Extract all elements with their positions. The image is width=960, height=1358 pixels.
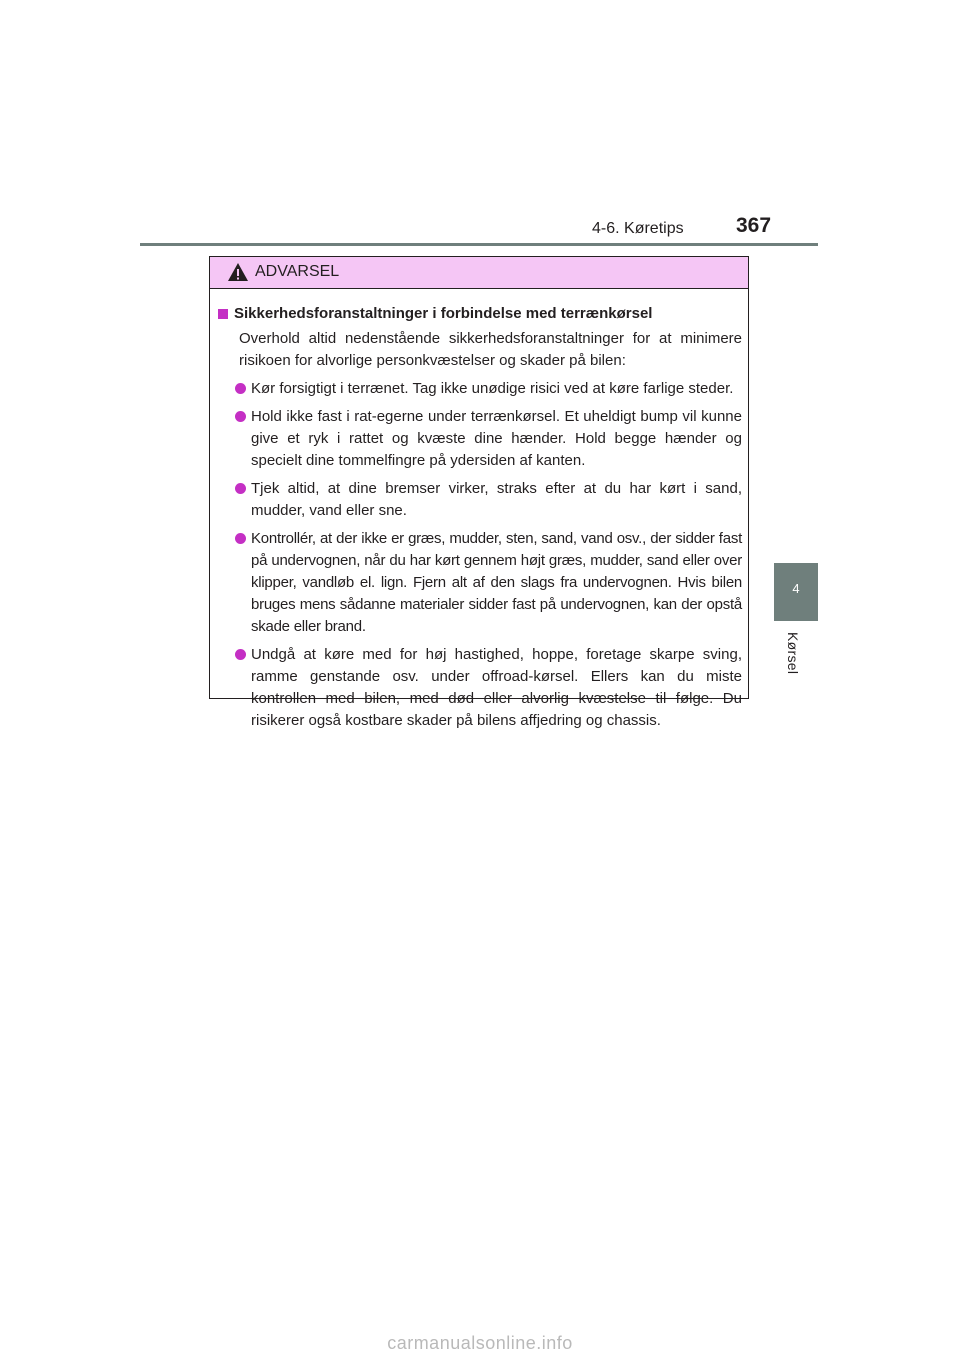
section-title: 4-6. Køretips — [592, 220, 684, 237]
bullet-dot-icon — [235, 483, 246, 494]
chapter-number: 4 — [792, 581, 800, 596]
chapter-tab — [774, 563, 818, 621]
square-bullet-icon — [218, 309, 228, 319]
list-item — [218, 478, 742, 522]
warning-body — [210, 289, 748, 732]
page-header — [0, 0, 960, 260]
page-number: 367 — [736, 214, 772, 237]
bullet-dot-icon — [235, 649, 246, 660]
warning-intro: Overhold altid nedenstående sikkerhedsforanstaltninger for at minimere risikoen for alvorlige personkvæstelser og skader på bilen: — [239, 330, 742, 369]
list-item — [218, 406, 742, 472]
warning-triangle-icon — [227, 262, 249, 282]
footer-watermark: carmanualsonline.info — [387, 1333, 573, 1353]
list-item — [218, 644, 742, 732]
list-item-text: Kontrollér, at der ikke er græs, mudder, sten, sand, vand osv., der sidder fast på undervognen, når du har kørt gennem højt græs, mudder, sand eller over klipper, vandløb el. lign. Fjern alt af den slags fra undervognen. Hvis bilen bruges mens sådanne materialer sidder fast på undervognen, kan der opstå skade eller brand. — [251, 530, 742, 635]
header-rule — [140, 243, 818, 246]
bullet-dot-icon — [235, 383, 246, 394]
list-item-text: Undgå at køre med for høj hastighed, hoppe, foretage skarpe sving, ramme genstande osv. under offroad-kørsel. Ellers kan du miste kontrollen med bilen, med død eller alvorlig kvæstelse til følge. Du risikerer også kostbare skader på bilens affjedring og chassis. — [251, 646, 742, 729]
list-item — [218, 528, 742, 638]
warning-box — [209, 256, 749, 729]
warning-header — [210, 257, 748, 289]
list-item-text: Tjek altid, at dine bremser virker, straks efter at du har kørt i sand, mudder, vand eller sne. — [251, 480, 742, 519]
warning-subheading — [218, 303, 742, 325]
chapter-name: Kørsel — [785, 632, 801, 675]
list-item-text: Kør forsigtigt i terrænet. Tag ikke unødige risici ved at køre farlige steder. — [251, 380, 734, 397]
bullet-dot-icon — [235, 533, 246, 544]
bullet-dot-icon — [235, 411, 246, 422]
warning-subheading-text: Sikkerhedsforanstaltninger i forbindelse med terrænkørsel — [234, 305, 653, 322]
list-item — [218, 378, 742, 400]
list-item-text: Hold ikke fast i rat-egerne under terrænkørsel. Et uheldigt bump vil kunne give et ryk i rattet og kvæste dine hænder. Hold begge hænder og specielt dine tommelfingre på ydersiden af kanten. — [251, 408, 742, 469]
warning-title: ADVARSEL — [255, 263, 340, 280]
